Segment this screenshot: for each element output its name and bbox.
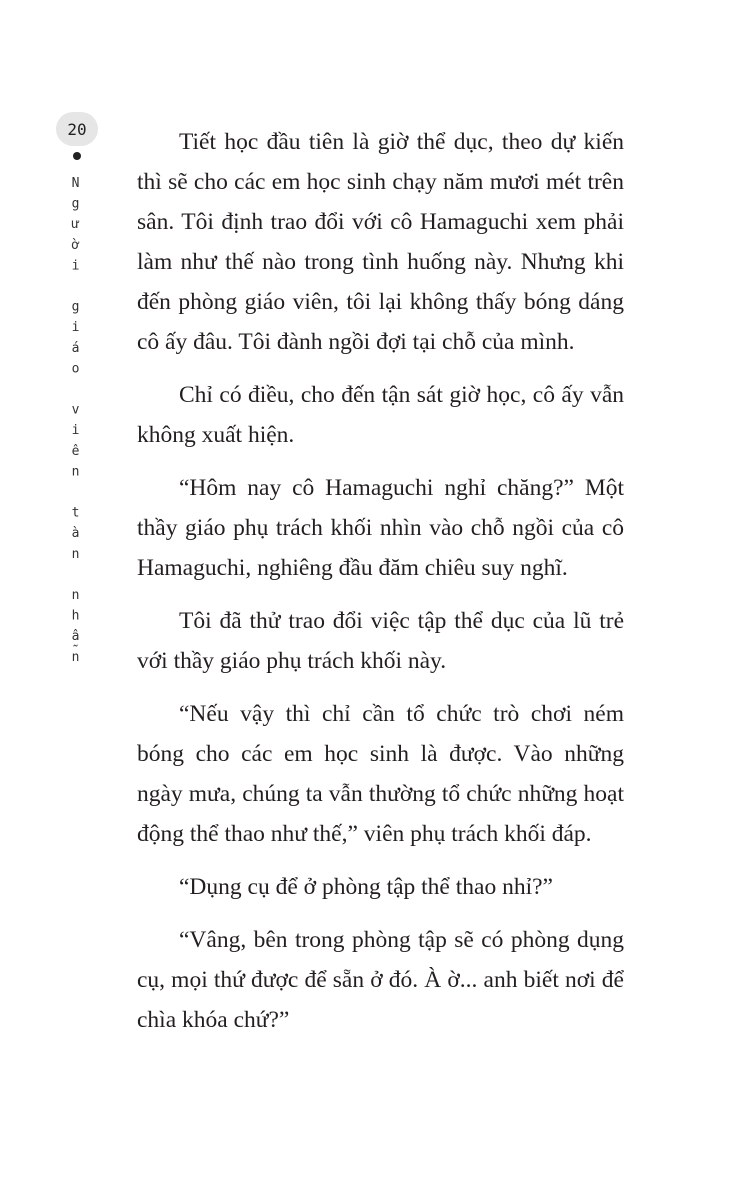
page-number-badge — [56, 112, 98, 146]
page-number: 20 — [67, 119, 87, 139]
paragraph: “Nếu vậy thì chỉ cần tổ chức trò chơi ném bóng cho các em học sinh là được. Vào những ngày mưa, chúng ta vẫn thường tổ chức những hoạt động thể thao như thế,” viên phụ trách khối đáp. — [137, 701, 624, 847]
paragraph: Tiết học đầu tiên là giờ thể dục, theo dự kiến thì sẽ cho các em học sinh chạy năm mươi mét trên sân. Tôi định trao đổi với cô Hamaguchi xem phải làm như thế nào trong tình huống này. Nhưng khi đến phòng giáo viên, tôi lại không thấy bóng dáng cô ấy đâu. Tôi đành ngồi đợi tại chỗ của mình. — [137, 129, 624, 355]
paragraph: Tôi đã thử trao đổi việc tập thể dục của lũ trẻ với thầy giáo phụ trách khối này. — [137, 608, 624, 674]
paragraph: Chỉ có điều, cho đến tận sát giờ học, cô ấy vẫn không xuất hiện. — [137, 382, 624, 448]
running-title: Người giáo viên tàn nhẫn — [68, 176, 83, 671]
paragraph: “Hôm nay cô Hamaguchi nghỉ chăng?” Một thầy giáo phụ trách khối nhìn vào chỗ ngồi của cô Hamaguchi, nghiêng đầu đăm chiêu suy nghĩ. — [137, 475, 624, 581]
paragraph: “Dụng cụ để ở phòng tập thể thao nhỉ?” — [179, 874, 553, 900]
page-body — [137, 122, 624, 1053]
paragraph: “Vâng, bên trong phòng tập sẽ có phòng dụng cụ, mọi thứ được để sẵn ở đó. À ờ... anh biết nơi để chìa khóa chứ?” — [137, 927, 624, 1033]
bullet-dot — [73, 152, 81, 160]
